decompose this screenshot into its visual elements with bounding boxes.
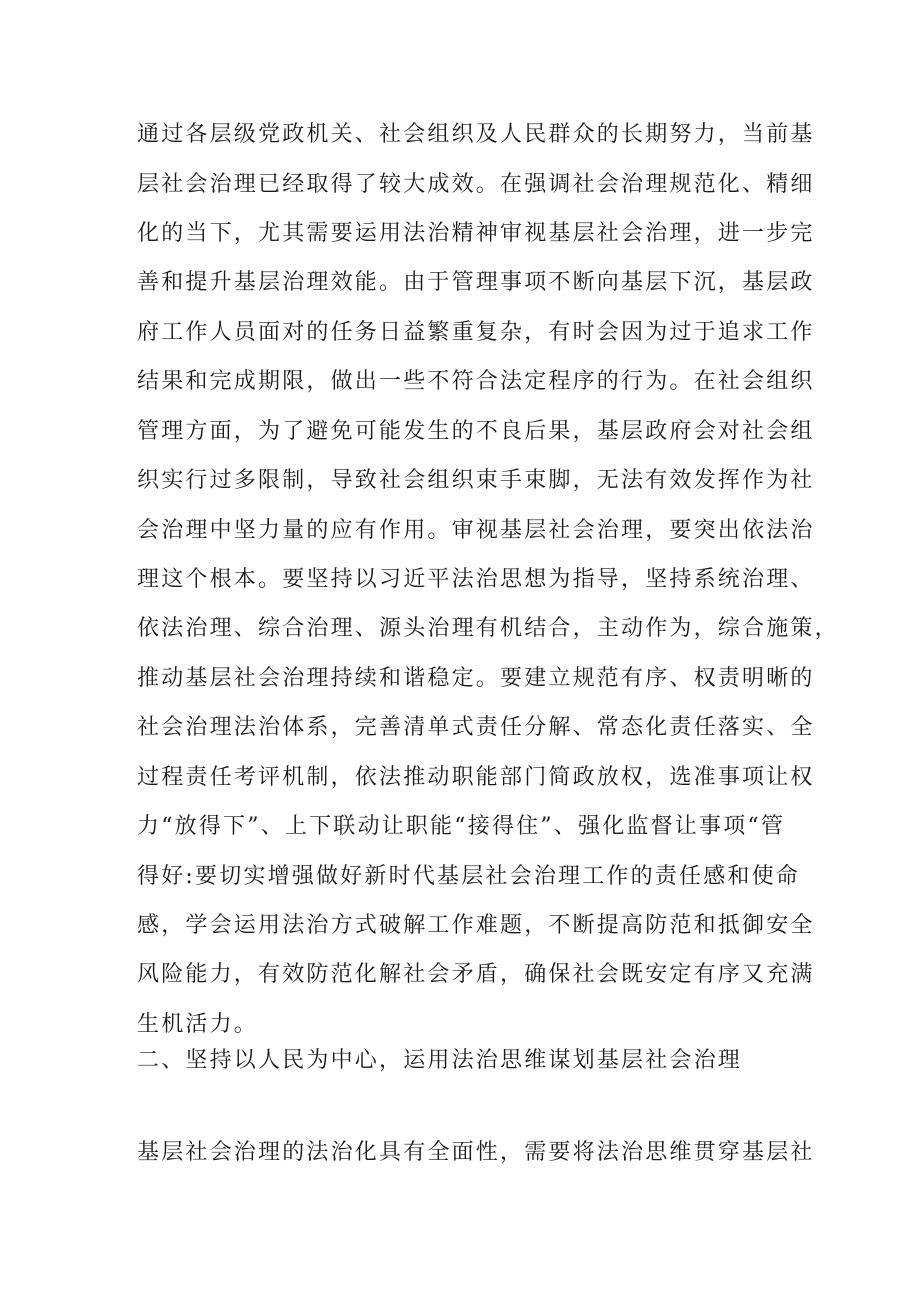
text-line: 织实行过多限制，导致社会组织束手束脚，无法有效发挥作为社 <box>137 468 815 493</box>
text-line: 善和提升基层治理效能。由于管理事项不断向基层下沉，基层政 <box>137 270 815 295</box>
text-line: 推动基层社会治理持续和谐稳定。要建立规范有序、权责明晰的 <box>137 666 815 691</box>
text-line: 生机活力。 <box>137 1012 259 1037</box>
text-line: 通过各层级党政机关、社会组织及人民群众的长期努力，当前基 <box>137 122 815 147</box>
text-line: 依法治理、综合治理、源头治理有机结合，主动作为，综合施策， <box>137 616 839 641</box>
text-line: 层社会治理已经取得了较大成效。在强调社会治理规范化、精细 <box>137 172 815 197</box>
text-line: 管理方面，为了避免可能发生的不良后果，基层政府会对社会组 <box>137 419 815 444</box>
section-heading: 二、坚持以人民为中心，运用法治思维谋划基层社会治理 <box>137 1048 743 1073</box>
text-line: 力“放得下”、上下联动让职能“接得住”、强化监督让事项“管 <box>137 814 786 839</box>
text-line: 化的当下，尤其需要运用法治精神审视基层社会治理，进一步完 <box>137 221 815 246</box>
text-line: 社会治理法治体系，完善清单式责任分解、常态化责任落实、全 <box>137 715 815 740</box>
text-line: 风险能力，有效防范化解社会矛盾，确保社会既安定有序又充满 <box>137 962 815 987</box>
text-line: 过程责任考评机制，依法推动职能部门简政放权，选准事项让权 <box>137 765 815 790</box>
text-line: 结果和完成期限，做出一些不符合法定程序的行为。在社会组织 <box>137 369 815 394</box>
text-line: 基层社会治理的法治化具有全面性，需要将法治思维贯穿基层社 <box>137 1140 815 1165</box>
text-line: 会治理中坚力量的应有作用。审视基层社会治理，要突出依法治 <box>137 518 815 543</box>
text-line: 理这个根本。要坚持以习近平法治思想为指导，坚持系统治理、 <box>137 567 815 592</box>
text-line: 感，学会运用法治方式破解工作难题，不断提高防范和抵御安全 <box>137 913 815 938</box>
text-line: 得好:要切实增强做好新时代基层社会治理工作的责任感和使命 <box>137 864 801 889</box>
text-line: 府工作人员面对的任务日益繁重复杂，有时会因为过于追求工作 <box>137 320 815 345</box>
